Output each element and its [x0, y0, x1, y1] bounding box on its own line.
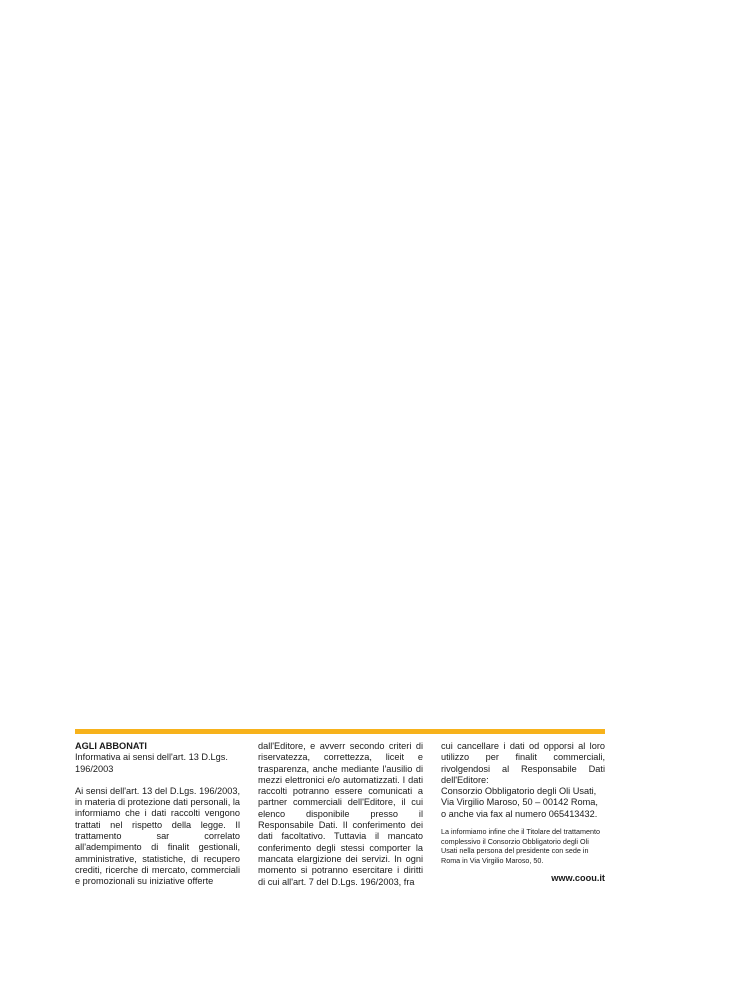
notice-columns [75, 741, 605, 891]
notice-column-2 [258, 741, 423, 888]
address-line-2: Via Virgilio Maroso, 50 – 00142 Roma, [441, 797, 598, 808]
data-controller-note: La informiamo infine che il Titolare del trattamento complessivo il Consorzio Obbligatorio degli Oli Usati nella persona del presidente con sede in Roma in Via Virgilio Maroso, 50. [441, 827, 601, 865]
notice-subheading: Informativa ai sensi dell'art. 13 D.Lgs. 196/2003 [75, 752, 228, 774]
website-link[interactable]: www.coou.it [551, 873, 605, 884]
accent-rule [75, 729, 605, 734]
paragraph-gap [75, 775, 240, 786]
notice-column-1 [75, 741, 240, 888]
address-line-3: o anche via fax al numero 065413432. [441, 808, 598, 819]
notice-body-part-3: cui cancellare i dati od opporsi al loro utilizzo per finalit commerciali, rivolgendosi al Responsabile Dati dell'Editore: [441, 741, 605, 785]
notice-body-part-2: dall'Editore, e avverr secondo criteri di riservatezza, correttezza, liceit e trasparenza, anche mediante l'ausilio di mezzi elettronici e/o automatizzati. I dati raccolti potranno essere comunicati a partner commerciali dell'Editore, il cui elenco disponibile presso il Responsabile Dati. Il conferimento dei dati facoltativo. Tuttavia il mancato conferimento degli stessi comporter la mancata elargizione dei servizi. In ogni momento si potranno esercitare i diritti di cui all'art. 7 del D.Lgs. 196/2003, fra [258, 741, 423, 887]
subscriber-privacy-notice [75, 729, 605, 891]
address-line-1: Consorzio Obbligatorio degli Oli Usati, [441, 786, 597, 797]
notice-column-3 [441, 741, 605, 885]
notice-body-part-1: Ai sensi dell'art. 13 del D.Lgs. 196/2003, in materia di protezione dati personali, la informiamo che i dati raccolti vengono trattati nel rispetto della legge. Il trattamento sar correlato all'adempimento di finalit gestionali, amministrative, statistiche, di recupero crediti, ricerche di mercato, commerciali e promozionali su iniziative offerte [75, 785, 240, 887]
notice-heading: AGLI ABBONATI [75, 741, 147, 751]
